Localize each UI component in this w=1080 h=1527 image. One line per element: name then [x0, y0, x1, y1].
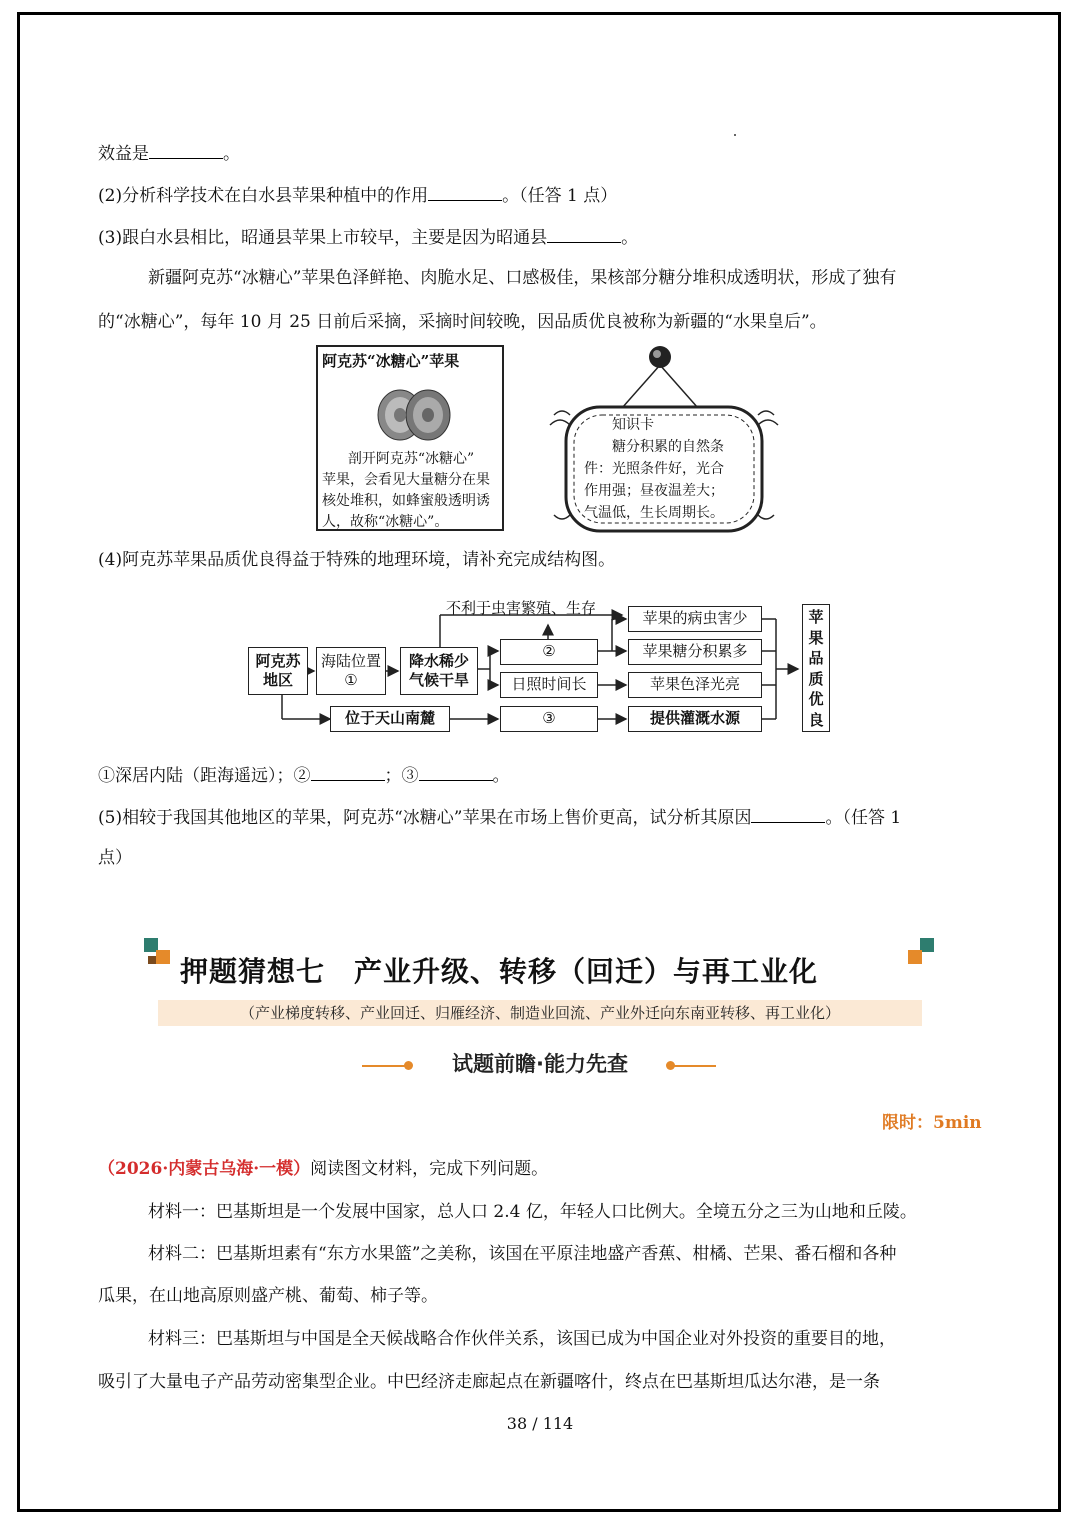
node-akesu	[248, 647, 308, 695]
material-2b: 瓜果，在山地高原则盛产桃、葡萄、柿子等。	[98, 1286, 438, 1306]
node-text: 优	[808, 690, 824, 708]
node-haibu	[316, 647, 386, 695]
section-subtitle: （产业梯度转移、产业回迁、归雁经济、制造业回流、产业外迁向东南亚转移、再工业化）	[158, 1000, 922, 1026]
decor-line	[672, 1065, 716, 1067]
material-3b: 吸引了大量电子产品劳动密集型企业。中巴经济走廊起点在新疆喀什，终点在巴基斯坦瓜达尔港，是一条	[98, 1372, 880, 1392]
node-r3: 苹果色泽光亮	[628, 672, 762, 698]
q5-tail: 。（任答 1	[825, 808, 902, 828]
intro-line-2: 的“冰糖心”，每年 10 月 25 日前后采摘，采摘时间较晚，因品质优良被称为新疆的“水果皇后”。	[98, 312, 827, 332]
time-limit: 限时：5min	[882, 1113, 982, 1133]
q5-line	[98, 804, 901, 830]
material-3a: 材料三：巴基斯坦与中国是全天候战略合作伙伴关系，该国已成为中国企业对外投资的重要目的地，	[148, 1329, 896, 1349]
apple-halves-icon	[376, 383, 452, 443]
q3-tail: 。	[621, 228, 639, 248]
q5-text: (5)相较于我国其他地区的苹果，阿克苏“冰糖心”苹果在市场上售价更高，试分析其原因	[98, 808, 752, 828]
decor-square-icon	[920, 938, 934, 952]
question-source: （2026·内蒙古乌海·一模）	[98, 1159, 311, 1179]
node-text: 质	[808, 669, 824, 688]
node-text: 果	[808, 628, 824, 647]
answer-blank[interactable]	[428, 182, 502, 201]
q4-answer-a: ①深居内陆（距海遥远）；②	[98, 766, 311, 786]
stray-dot	[734, 134, 736, 136]
q3-text: (3)跟白水县相比，昭通县苹果上市较早，主要是因为昭通县	[98, 228, 548, 248]
q4-answer-b: ；③	[384, 766, 419, 786]
q1-tail-line: 效益是 。	[98, 140, 240, 166]
q2-text: (2)分析科学技术在白水县苹果种植中的作用	[98, 186, 429, 206]
node-text: 良	[808, 710, 824, 729]
q5-line-2: 点）	[98, 848, 132, 868]
top-label: 不利于虫害繁殖、生存	[446, 599, 597, 617]
decor-square-icon	[908, 950, 922, 964]
apple-figure-title: 阿克苏“冰糖心”苹果	[322, 352, 460, 370]
answer-blank[interactable]	[311, 762, 385, 781]
knowledge-card-line: 气温低，生长周期长。	[584, 505, 724, 521]
knowledge-card-text	[584, 414, 764, 524]
node-text: 降水稀少	[408, 652, 469, 670]
q2-line	[98, 182, 617, 208]
node-tianshan: 位于天山南麓	[330, 706, 450, 732]
section-title: 押题猜想七 产业升级、转移（回迁）与再工业化	[180, 955, 819, 988]
apple-figure-line: 人，故称“冰糖心”。	[322, 514, 449, 530]
node-r1: 苹果的病虫害少	[628, 606, 762, 632]
node-text: 品	[808, 649, 824, 667]
decor-square-icon	[156, 950, 170, 964]
question-lead-text: 阅读图文材料，完成下列问题。	[310, 1159, 549, 1179]
node-r2: 苹果糖分积累多	[628, 639, 762, 665]
apple-figure-line: 核处堆积，如蜂蜜般透明诱	[322, 493, 490, 509]
node-text: 海陆位置	[320, 652, 381, 670]
apple-figure-line: 苹果，会看见大量糖分在果	[322, 472, 490, 488]
node-text: 阿克苏	[255, 652, 301, 670]
decor-square-icon	[148, 956, 156, 964]
page-number: 38 / 114	[506, 1414, 574, 1433]
q4-answer-c: 。	[492, 766, 510, 786]
question-lead	[98, 1157, 548, 1181]
answer-blank[interactable]	[547, 224, 621, 243]
q4-answer-line	[98, 762, 510, 788]
knowledge-card-line: 件：光照条件好，光合	[584, 461, 724, 477]
node-text: 气候干旱	[408, 671, 469, 689]
node-3: ③	[500, 706, 598, 732]
node-text: 地区	[262, 671, 293, 689]
knowledge-card-line: 作用强；昼夜温差大；	[584, 483, 724, 499]
q2-tail: 。（任答 1 点）	[502, 186, 618, 206]
node-text: 苹	[808, 608, 824, 626]
node-r4: 提供灌溉水源	[628, 706, 762, 732]
answer-blank[interactable]	[751, 804, 825, 823]
structure-diagram	[240, 595, 840, 740]
q3-line	[98, 224, 638, 250]
section-banner: 试题前瞻·能力先查	[452, 1052, 628, 1076]
intro-line-1: 新疆阿克苏“冰糖心”苹果色泽鲜艳、肉脆水足、口感极佳，果核部分糖分堆积成透明状，形成了独有	[148, 268, 897, 288]
apple-figure-line: 剖开阿克苏“冰糖心”	[347, 451, 475, 467]
node-rizhao: 日照时间长	[500, 672, 598, 698]
node-text: ①	[344, 671, 358, 689]
q1-tail-text: 效益是	[98, 144, 149, 164]
answer-blank[interactable]	[419, 762, 493, 781]
q4-text: (4)阿克苏苹果品质优良得益于特殊的地理环境，请补充完成结构图。	[98, 550, 616, 570]
material-1: 材料一：巴基斯坦是一个发展中国家，总人口 2.4 亿，年轻人口比例大。全境五分之三为山地和丘陵。	[148, 1202, 917, 1222]
answer-blank[interactable]	[149, 140, 223, 159]
node-2: ②	[500, 639, 598, 665]
knowledge-card-title: 知识卡	[612, 417, 654, 433]
node-jiangshui	[400, 647, 478, 695]
apple-figure	[316, 345, 504, 531]
material-2a: 材料二：巴基斯坦素有“东方水果篮”之美称，该国在平原洼地盛产香蕉、柑橘、芒果、番石榴和各种	[148, 1244, 897, 1264]
node-final	[802, 604, 830, 732]
knowledge-card-line: 糖分积累的自然条	[612, 439, 724, 455]
